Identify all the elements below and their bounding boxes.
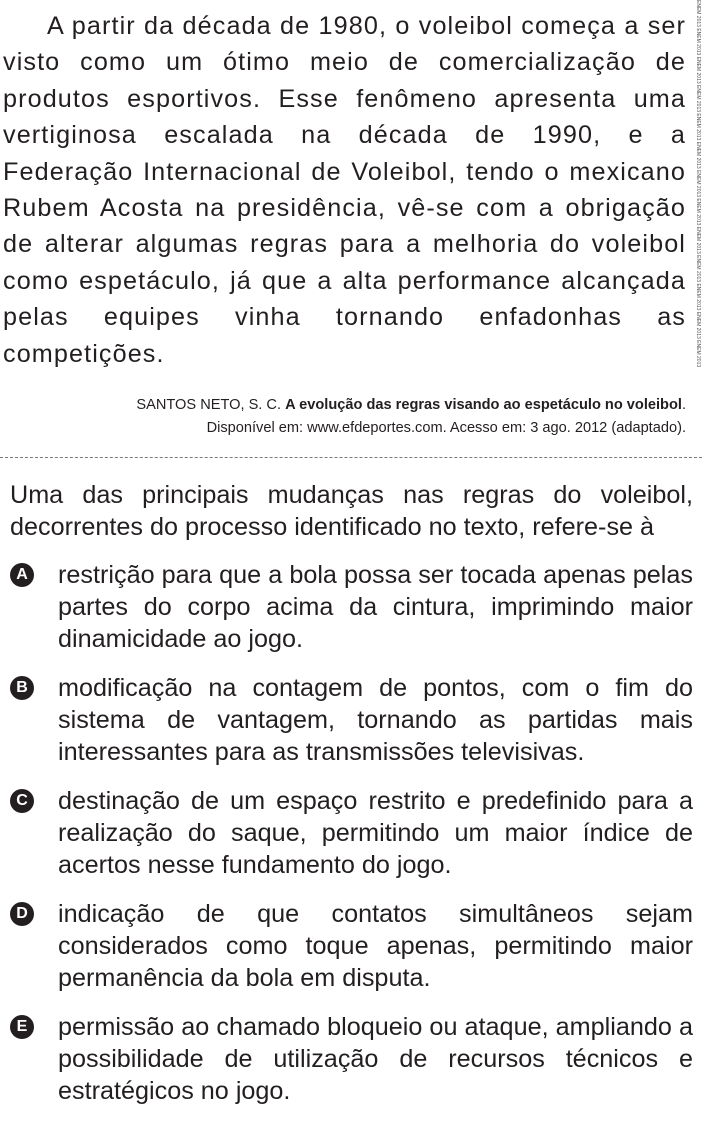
alternative-d-letter-badge: D <box>10 902 34 926</box>
side-watermark-text: ENEM 2013 ENEM 2013 ENEM 2013 ENEM 2013 ENEM 2013 ENEM 2013 ENEM 2013 ENEM 2013 ENEM 2013 ENEM 2013 ENEM 2013 ENEM 2013 ENEM 2013 <box>695 0 701 368</box>
alternative-a-letter-badge: A <box>10 563 34 587</box>
alternative-e-text: permissão ao chamado bloqueio ou ataque, ampliando a possibilidade de utilização de recursos técnicos e estratégicos no jogo. <box>58 1013 693 1105</box>
side-watermark-strip <box>694 0 702 440</box>
passage-text: A partir da década de 1980, o voleibol começa a ser visto como um ótimo meio de comercialização de produtos esportivos. Esse fenômeno apresenta uma vertiginosa escalada na década de 1990, e a Federação Internacional de Voleibol, tendo o mexicano Rubem Acosta na presidência, vê-se com a obrigação de alterar algumas regras para a melhoria do voleibol como espetáculo, já que a alta performance alcançada pelas equipes vinha tornando enfadonhas as competições. <box>3 12 686 368</box>
alternative-c-text: destinação de um espaço restrito e predefinido para a realização do saque, permitindo um maior índice de acertos nesse fundamento do jogo. <box>58 787 693 879</box>
dashed-divider <box>0 457 702 458</box>
source-author: SANTOS NETO, S. C. <box>136 397 282 413</box>
question-stem: Uma das principais mudanças nas regras do voleibol, decorrentes do processo identificado no texto, refere-se à <box>10 481 693 541</box>
source-title-end: . <box>681 397 686 413</box>
alternative-e-letter-badge: E <box>10 1015 34 1039</box>
alternative-b-text: modificação na contagem de pontos, com o fim do sistema de vantagem, tornando as partidas mais interessantes para as transmissões televisivas. <box>58 674 693 766</box>
alternative-d-text: indicação de que contatos simultâneos sejam considerados como toque apenas, permitindo maior permanência da bola em disputa. <box>58 900 693 992</box>
source-title: A evolução das regras visando ao espetáculo no voleibol <box>285 397 682 413</box>
alternative-c-letter-badge: C <box>10 789 34 813</box>
alternative-a-text: restrição para que a bola possa ser tocada apenas pelas partes do corpo acima da cintura, imprimindo maior dinamicidade ao jogo. <box>58 561 693 653</box>
alternative-b-letter-badge: B <box>10 676 34 700</box>
source-availability: Disponível em: www.efdeportes.com. Acesso em: 3 ago. 2012 (adaptado). <box>206 420 686 436</box>
source-citation <box>26 394 686 440</box>
